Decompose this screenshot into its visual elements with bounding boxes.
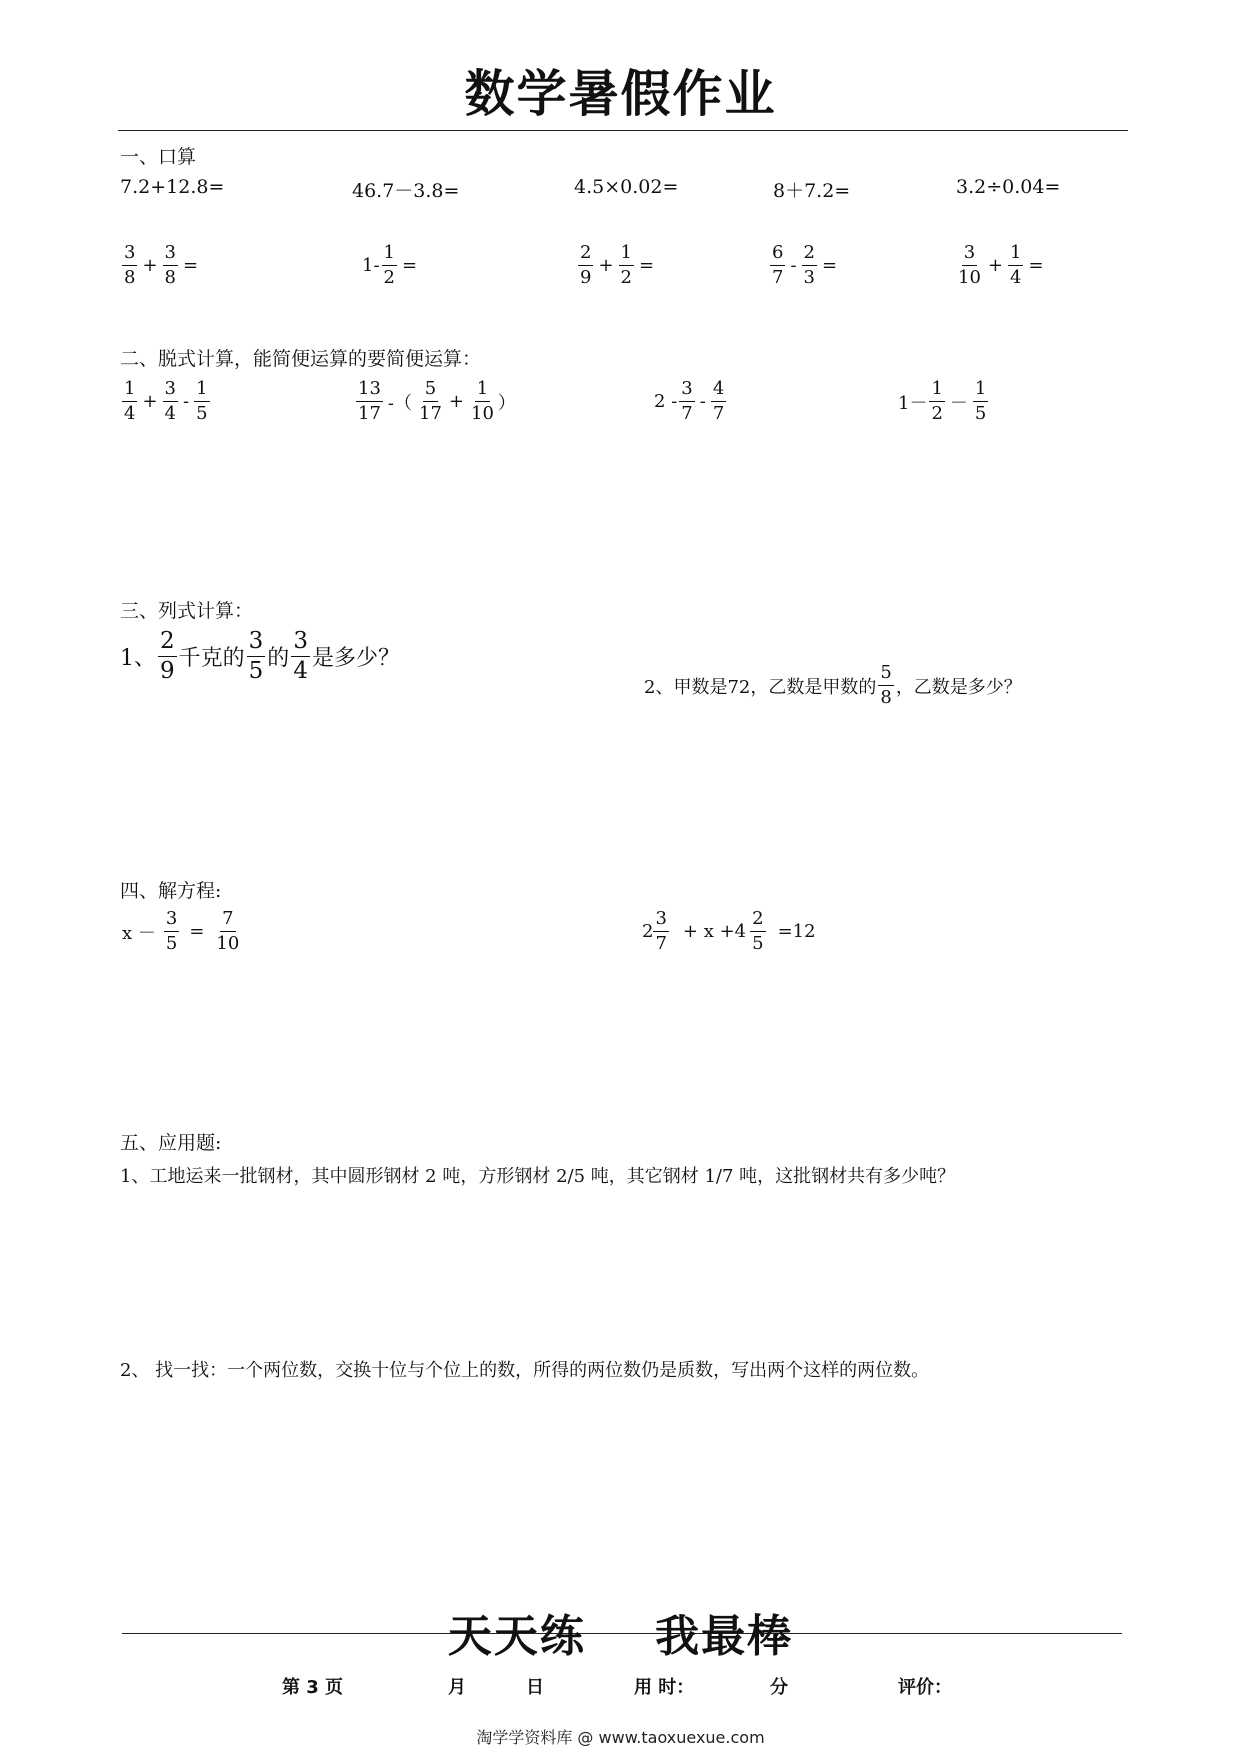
footer-time-label: 用 时： <box>634 1677 695 1698</box>
title-divider <box>118 130 1128 131</box>
step-calc-4: 1－ $\frac{1}{2}$ － $\frac{1}{5}$ <box>898 378 987 424</box>
section-2-heading: 二、脱式计算，能简便运算的要简便运算： <box>120 348 482 370</box>
footer-page-number: 第 3 页 <box>282 1677 344 1698</box>
oral-fraction-4: $\frac{6}{7}$ - $\frac{2}{3}$ = <box>772 242 838 288</box>
footer-month-label: 月 <box>448 1677 466 1698</box>
oral-fraction-3: $\frac{2}{9}$ + $\frac{1}{2}$ = <box>580 242 655 288</box>
section-5-heading: 五、应用题: <box>120 1132 222 1154</box>
word-calc-1: 1、 $\frac{2}{9}$ 千克的 $\frac{3}{5}$ 的 $\frac{3}{4}$ 是多少？ <box>120 628 400 684</box>
oral-fraction-1: $\frac{3}{8}$ + $\frac{3}{8}$ = <box>124 242 199 288</box>
footer-rating-label: 评价： <box>898 1677 952 1698</box>
step-calc-3: 2 - $\frac{3}{7}$ - $\frac{4}{7}$ <box>654 378 725 424</box>
oral-calc-5: 3.2÷0.04= <box>956 176 1061 198</box>
watermark-text: 淘学学资料库 @ www.taoxuexue.com <box>476 1728 765 1747</box>
oral-fraction-5: $\frac{3}{10}$ + $\frac{1}{4}$ = <box>958 242 1044 288</box>
oral-calc-3: 4.5×0.02= <box>574 176 679 198</box>
oral-calc-1: 7.2+12.8= <box>120 176 225 198</box>
oral-calc-2: 46.7－3.8= <box>352 180 460 202</box>
page-title: 数学暑假作业 <box>464 65 777 123</box>
equation-1: x － $\frac{3}{5}$ = $\frac{7}{10}$ <box>122 908 240 954</box>
footer-slogan: 天天练 我最棒 <box>447 1611 794 1662</box>
application-question-1: 1、工地运来一批钢材，其中圆形钢材 2 吨，方形钢材 2/5 吨，其它钢材 1/7 吨，这批钢材共有多少吨？ <box>120 1166 956 1187</box>
word-calc-2: 2、甲数是72，乙数是甲数的 $\frac{5}{8}$ ，乙数是多少？ <box>644 662 1022 708</box>
footer-day-label: 日 <box>526 1677 544 1698</box>
application-question-2: 2、 找一找：一个两位数，交换十位与个位上的数，所得的两位数仍是质数，写出两个这样的两位数。 <box>120 1360 930 1381</box>
oral-fraction-2: 1- $\frac{1}{2}$ = <box>362 242 418 288</box>
section-3-heading: 三、列式计算： <box>120 600 254 622</box>
footer-minute-label: 分 <box>770 1677 788 1698</box>
step-calc-1: $\frac{1}{4}$ + $\frac{3}{4}$ - $\frac{1}{5}$ <box>124 378 208 424</box>
step-calc-2: $\frac{13}{17}$ -（ $\frac{5}{17}$ + $\frac{1}{10}$ ） <box>358 378 516 424</box>
oral-calc-4: 8＋7.2= <box>773 180 851 202</box>
equation-2: 2 $\frac{3}{7}$ + x +4 $\frac{2}{5}$ =12 <box>642 908 816 954</box>
section-4-heading: 四、解方程: <box>120 880 222 902</box>
section-1-heading: 一、口算 <box>120 146 197 168</box>
